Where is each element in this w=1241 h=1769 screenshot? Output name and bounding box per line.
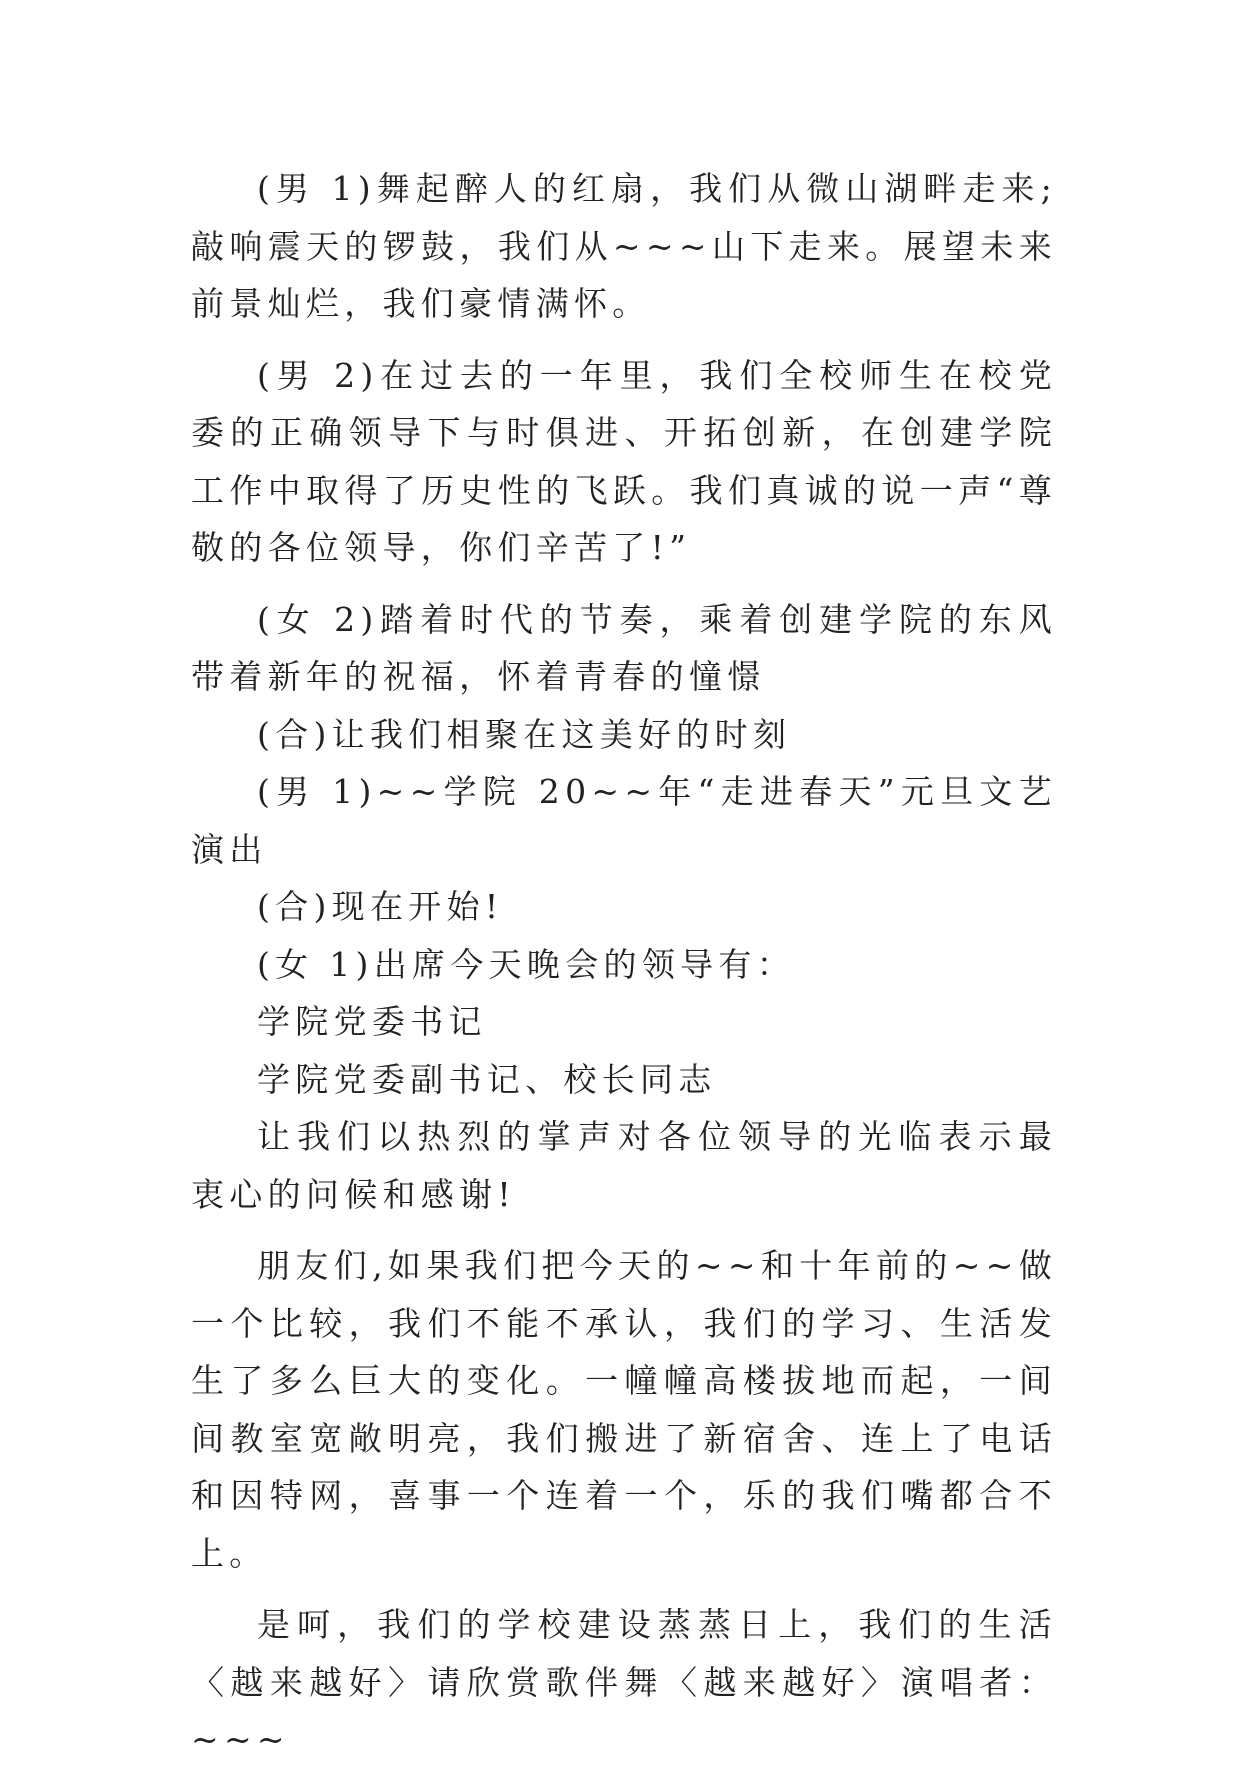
paragraph-1: (男 1)舞起醉人的红扇，我们从微山湖畔走来;敲响震天的锣鼓，我们从~~~山下走来。展望未来前景灿烂，我们豪情满怀。 (191, 169, 1057, 323)
paragraph-4: (合)让我们相聚在这美好的时刻 (257, 714, 792, 754)
paragraph-12: 是呵，我们的学校建设蒸蒸日上，我们的生活〈越来越好〉请欣赏歌伴舞〈越来越好〉演唱者：~~~ (191, 1605, 1057, 1759)
paragraph-7: (女 1)出席今天晚会的领导有： (257, 944, 796, 984)
paragraph-8: 学院党委书记 (257, 1002, 487, 1041)
paragraph-2: (男 2)在过去的一年里，我们全校师生在校党委的正确领导下与时俱进、开拓创新，在创建学院工作中取得了历史性的飞跃。我们真诚的说一声“尊敬的各位领导，你们辛苦了!” (191, 355, 1057, 567)
paragraph-9: 学院党委副书记、校长同志 (257, 1059, 717, 1099)
paragraph-3: (女 2)踏着时代的节奏，乘着创建学院的东风带着新年的祝福，怀着青春的憧憬 (191, 599, 1057, 696)
paragraph-11: 朋友们,如果我们把今天的~~和十年前的~~做一个比较，我们不能不承认，我们的学习、生活发生了多么巨大的变化。一幢幢高楼拔地而起，一间间教室宽敞明亮，我们搬进了新宿舍、连上了电话和因特网，喜事一个连着一个，乐的我们嘴都合不上。 (191, 1246, 1057, 1573)
paragraph-10: 让我们以热烈的掌声对各位领导的光临表示最衷心的问候和感谢! (191, 1117, 1057, 1214)
document-page (191, 160, 1057, 1769)
paragraph-5: (男 1)~~学院 20~~年“走进春天”元旦文艺演出 (191, 772, 1057, 869)
paragraph-6: (合)现在开始! (257, 887, 504, 926)
